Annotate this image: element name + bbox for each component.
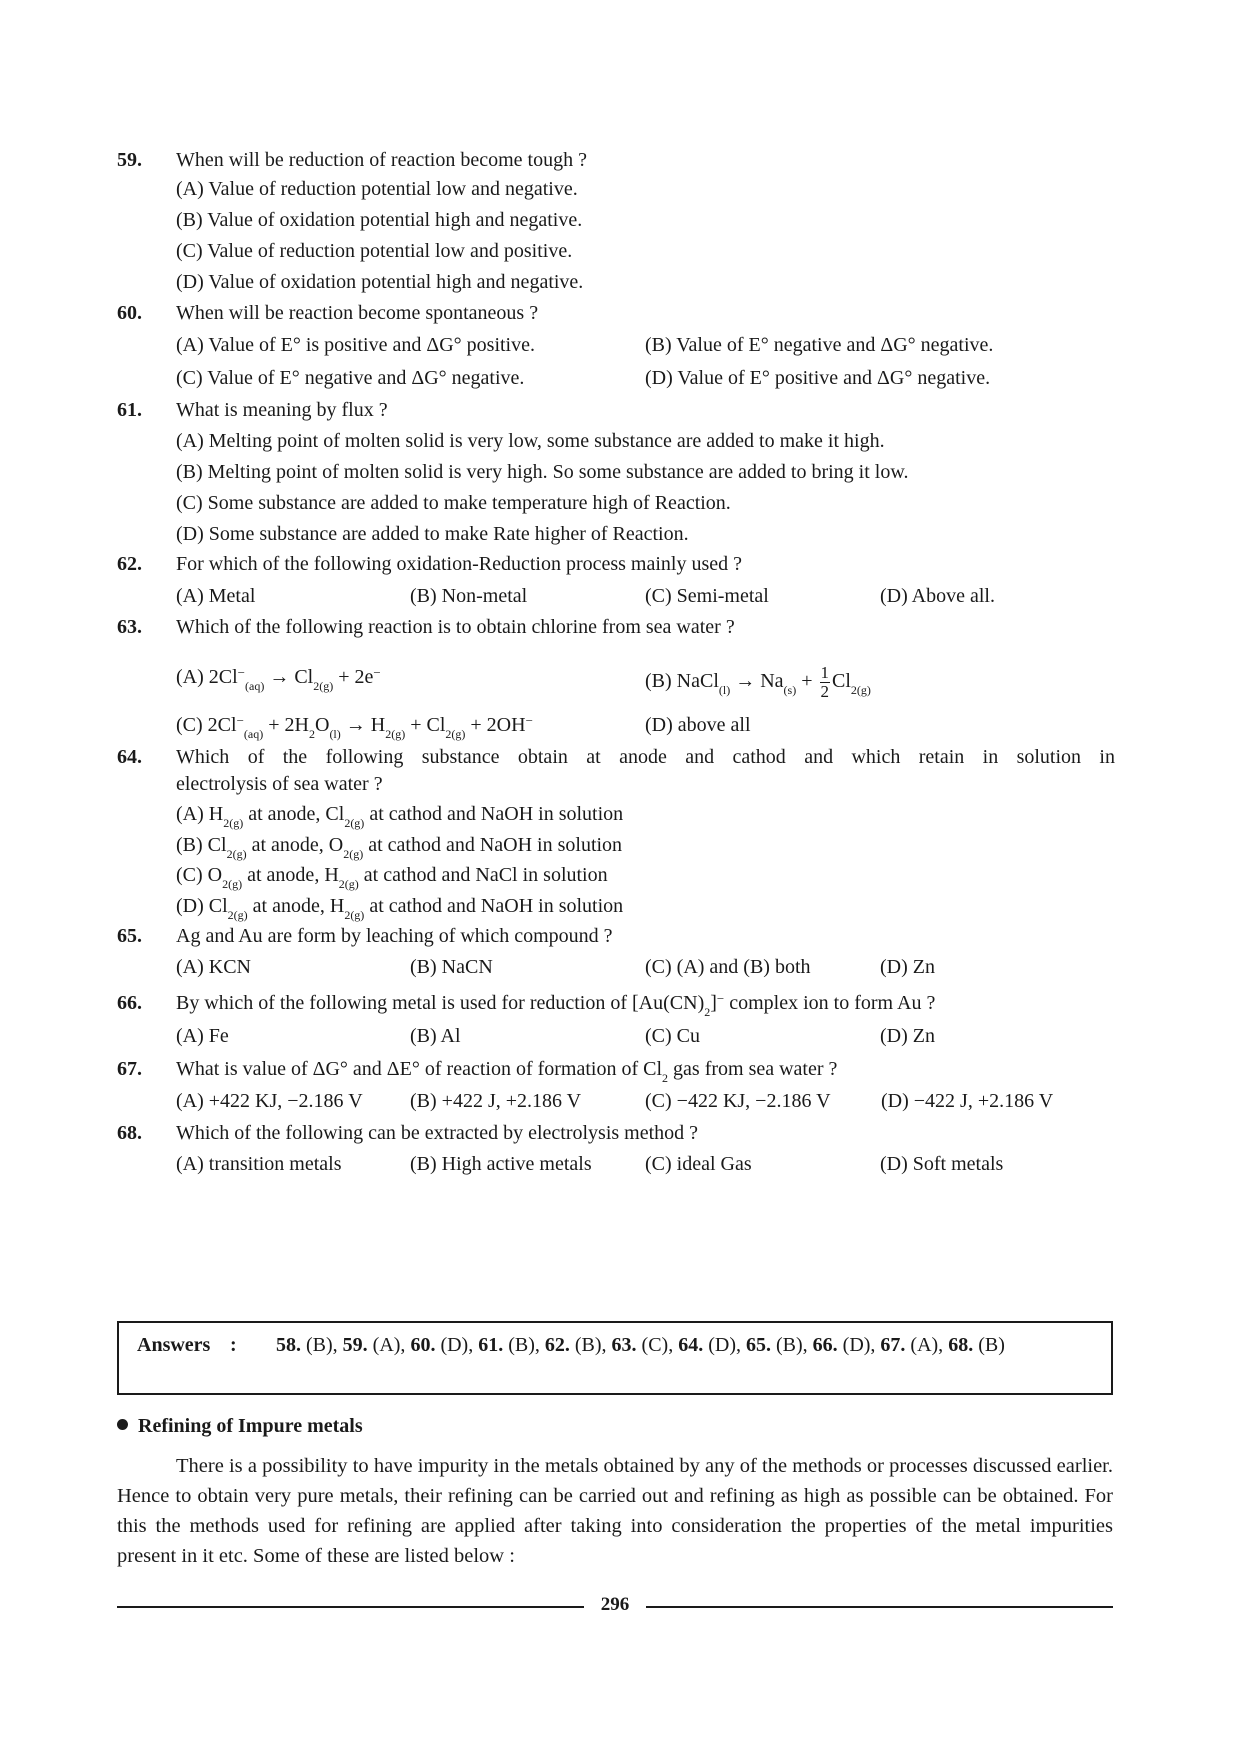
answer-choice: (D),: [708, 1334, 741, 1356]
question-text: What is value of ΔG° and ΔE° of reaction of formation of $Cl_2$ gas from sea water ?: [176, 1058, 838, 1085]
footer-rule-left: [117, 1606, 584, 1608]
question-text-part: What is value of ΔG° and ΔE° of reaction of formation of Cl: [176, 1058, 663, 1080]
question-text-part: gas from sea water ?: [668, 1058, 838, 1080]
option-b: (B) Value of E° negative and ΔG° negative.: [645, 334, 994, 356]
at-anode-text: at anode,: [252, 895, 325, 917]
option-c: (C) Cu: [645, 1025, 700, 1047]
option-a: (A) $2Cl^-_{(aq)} \to Cl_{2(g)} + 2e^-$: [176, 665, 381, 693]
option-d: (D) Value of oxidation potential high and negative.: [176, 271, 584, 293]
option-c: (C) (A) and (B) both: [645, 956, 811, 978]
question-text: What is meaning by flux ?: [176, 399, 388, 421]
answer-choice: (A),: [372, 1334, 406, 1356]
answer-question: 61.: [478, 1334, 504, 1356]
answer-choice: (B),: [574, 1334, 607, 1356]
option-label: (C): [176, 864, 203, 886]
option-label: (A): [176, 803, 204, 825]
at-cathod-text: at cathod and NaOH in solution: [369, 803, 624, 825]
option-label: (D): [176, 895, 204, 917]
option-d: (D) Above all.: [880, 585, 995, 607]
answer-question: 62.: [544, 1334, 570, 1356]
question-text: Ag and Au are form by leaching of which compound ?: [176, 925, 613, 947]
option-a: (A) Melting point of molten solid is very low, some substance are added to make it high.: [176, 430, 885, 452]
answer-question: 58.: [276, 1334, 301, 1356]
question-number: 62.: [117, 553, 142, 575]
at-anode-text: at anode,: [251, 834, 324, 856]
at-anode-text: at anode,: [247, 864, 320, 886]
answer-choice: (B),: [775, 1334, 808, 1356]
answer-question: 64.: [678, 1334, 704, 1356]
answer-choice: (B),: [306, 1334, 338, 1356]
answer-question: 67.: [880, 1334, 906, 1356]
option-b: (B) NaCN: [410, 956, 493, 978]
option-b: (B) +422 J, +2.186 V: [410, 1090, 582, 1112]
page-number: 296: [600, 1594, 630, 1615]
question-text: When will be reaction become spontaneous ?: [176, 302, 539, 324]
answers-list: [276, 1332, 1098, 1358]
footer-rule-right: [646, 1606, 1113, 1608]
at-cathod-text: at cathod and NaOH in solution: [368, 834, 623, 856]
question-text: When will be reduction of reaction become tough ?: [176, 149, 587, 171]
answer-choice: (D),: [440, 1334, 474, 1356]
option-d: (D) $Cl_{2(g)}$ at anode, $H_{2(g)}$ at cathod and NaOH in solution: [176, 895, 624, 922]
option-c: (C) −422 KJ, −2.186 V: [645, 1090, 831, 1112]
fraction-one-half: [820, 664, 831, 701]
question-text: Which of the following can be extracted by electrolysis method ?: [176, 1122, 699, 1144]
option-b: (B) Melting point of molten solid is very high. So some substance are added to bring it low.: [176, 461, 909, 483]
option-a: (A) transition metals: [176, 1153, 342, 1175]
option-d: (D) Zn: [880, 1025, 935, 1047]
option-a: (A) +422 KJ, −2.186 V: [176, 1090, 363, 1112]
fraction-denominator: 2: [820, 682, 829, 701]
question-text-continued: electrolysis of sea water ?: [176, 773, 383, 795]
section-heading-text: Refining of Impure metals: [138, 1415, 363, 1437]
option-a: (A) $H_{2(g)}$ at anode, $Cl_{2(g)}$ at cathod and NaOH in solution: [176, 803, 624, 830]
option-label: (B): [176, 834, 203, 856]
question-text: Which of the following reaction is to obtain chlorine from sea water ?: [176, 616, 735, 638]
answers-box: [117, 1321, 1113, 1395]
question-number: 63.: [117, 616, 142, 638]
option-c: (C) Value of E° negative and ΔG° negative.: [176, 367, 525, 389]
option-c: (C) ideal Gas: [645, 1153, 752, 1175]
option-b: (B) Value of oxidation potential high and negative.: [176, 209, 583, 231]
question-text-part: complex ion to form Au ?: [724, 992, 936, 1014]
option-d: (D) above all: [645, 714, 751, 736]
option-a: (A) Fe: [176, 1025, 229, 1047]
option-d: (D) −422 J, +2.186 V: [881, 1090, 1054, 1112]
question-text: For which of the following oxidation-Reduction process mainly used ?: [176, 553, 743, 575]
option-c: (C) $O_{2(g)}$ at anode, $H_{2(g)}$ at cathod and NaCl in solution: [176, 864, 608, 891]
option-d: (D) Some substance are added to make Rate higher of Reaction.: [176, 523, 689, 545]
option-c: (C) Semi-metal: [645, 585, 769, 607]
question-text: By which of the following metal is used for reduction of $[Au(CN)_2]^-$ complex ion to form Au ?: [176, 991, 936, 1019]
bullet-icon: [117, 1419, 128, 1430]
option-a: (A) Metal: [176, 585, 256, 607]
question-text-part: By which of the following metal is used for reduction of [Au(CN): [176, 992, 705, 1014]
answer-choice: (A),: [910, 1334, 944, 1356]
answer-question: 60.: [410, 1334, 436, 1356]
answer-choice: (C),: [641, 1334, 674, 1356]
at-cathod-text: at cathod and NaCl in solution: [363, 864, 608, 886]
at-cathod-text: at cathod and NaOH in solution: [369, 895, 624, 917]
option-a: (A) KCN: [176, 956, 251, 978]
answers-colon: :: [230, 1334, 237, 1356]
question-number: 61.: [117, 399, 142, 421]
body-paragraph: [117, 1451, 1113, 1571]
option-d: (D) Value of E° positive and ΔG° negative.: [645, 367, 991, 389]
option-d: (D) Soft metals: [880, 1153, 1004, 1175]
option-b: (B) $Cl_{2(g)}$ at anode, $O_{2(g)}$ at cathod and NaOH in solution: [176, 834, 623, 861]
option-c: (C) $2Cl^-_{(aq)} + 2H_2O_{(l)} \to H_{2(g)} + Cl_{2(g)} + 2OH^-$: [176, 713, 533, 741]
option-b: (B) NaCl$_{(l)}$ → $Na_{(s)}$ + $\frac{1}{2}$ $Cl_{2(g)}$: [645, 663, 871, 701]
question-number: 60.: [117, 302, 142, 324]
answer-choice: (D),: [842, 1334, 876, 1356]
section-heading: [117, 1413, 363, 1439]
option-b: (B) Al: [410, 1025, 461, 1047]
answer-question: 65.: [745, 1334, 771, 1356]
answer-question: 66.: [812, 1334, 838, 1356]
fraction-numerator: 1: [820, 663, 829, 682]
option-label: (C): [176, 714, 203, 736]
answer-question: 63.: [611, 1334, 637, 1356]
question-number: 64.: [117, 746, 142, 768]
answer-choice: (B),: [508, 1334, 540, 1356]
option-b: (B) High active metals: [410, 1153, 592, 1175]
option-label: (A): [176, 666, 204, 688]
question-number: 59.: [117, 149, 142, 171]
option-a: (A) Value of reduction potential low and negative.: [176, 178, 578, 200]
answer-choice: (B): [978, 1334, 1005, 1356]
question-number: 66.: [117, 992, 142, 1014]
question-number: 67.: [117, 1058, 142, 1080]
answer-question: 59.: [342, 1334, 368, 1356]
paragraph-text: There is a possibility to have impurity in the metals obtained by any of the methods or processes discussed earlier. Hence to obtain very pure metals, their refining can be carried out and refining as high as possible can be obtained. For this the methods used for refining are applied after taking into consideration the properties of the metal impurities present in it etc. Some of these are listed below :: [117, 1455, 1113, 1567]
question-number: 68.: [117, 1122, 142, 1144]
answer-question: 68.: [948, 1334, 974, 1356]
answers-label: Answers: [137, 1334, 211, 1356]
option-c: (C) Some substance are added to make temperature high of Reaction.: [176, 492, 731, 514]
option-a: (A) Value of E° is positive and ΔG° positive.: [176, 334, 535, 356]
option-label: (B): [645, 670, 672, 693]
option-b: (B) Non-metal: [410, 585, 528, 607]
option-d: (D) Zn: [880, 956, 935, 978]
at-anode-text: at anode,: [248, 803, 321, 825]
question-number: 65.: [117, 925, 142, 947]
option-c: (C) Value of reduction potential low and positive.: [176, 240, 573, 262]
question-text: Which of the following substance obtain at anode and cathod and which retain in solution in: [176, 746, 1115, 768]
